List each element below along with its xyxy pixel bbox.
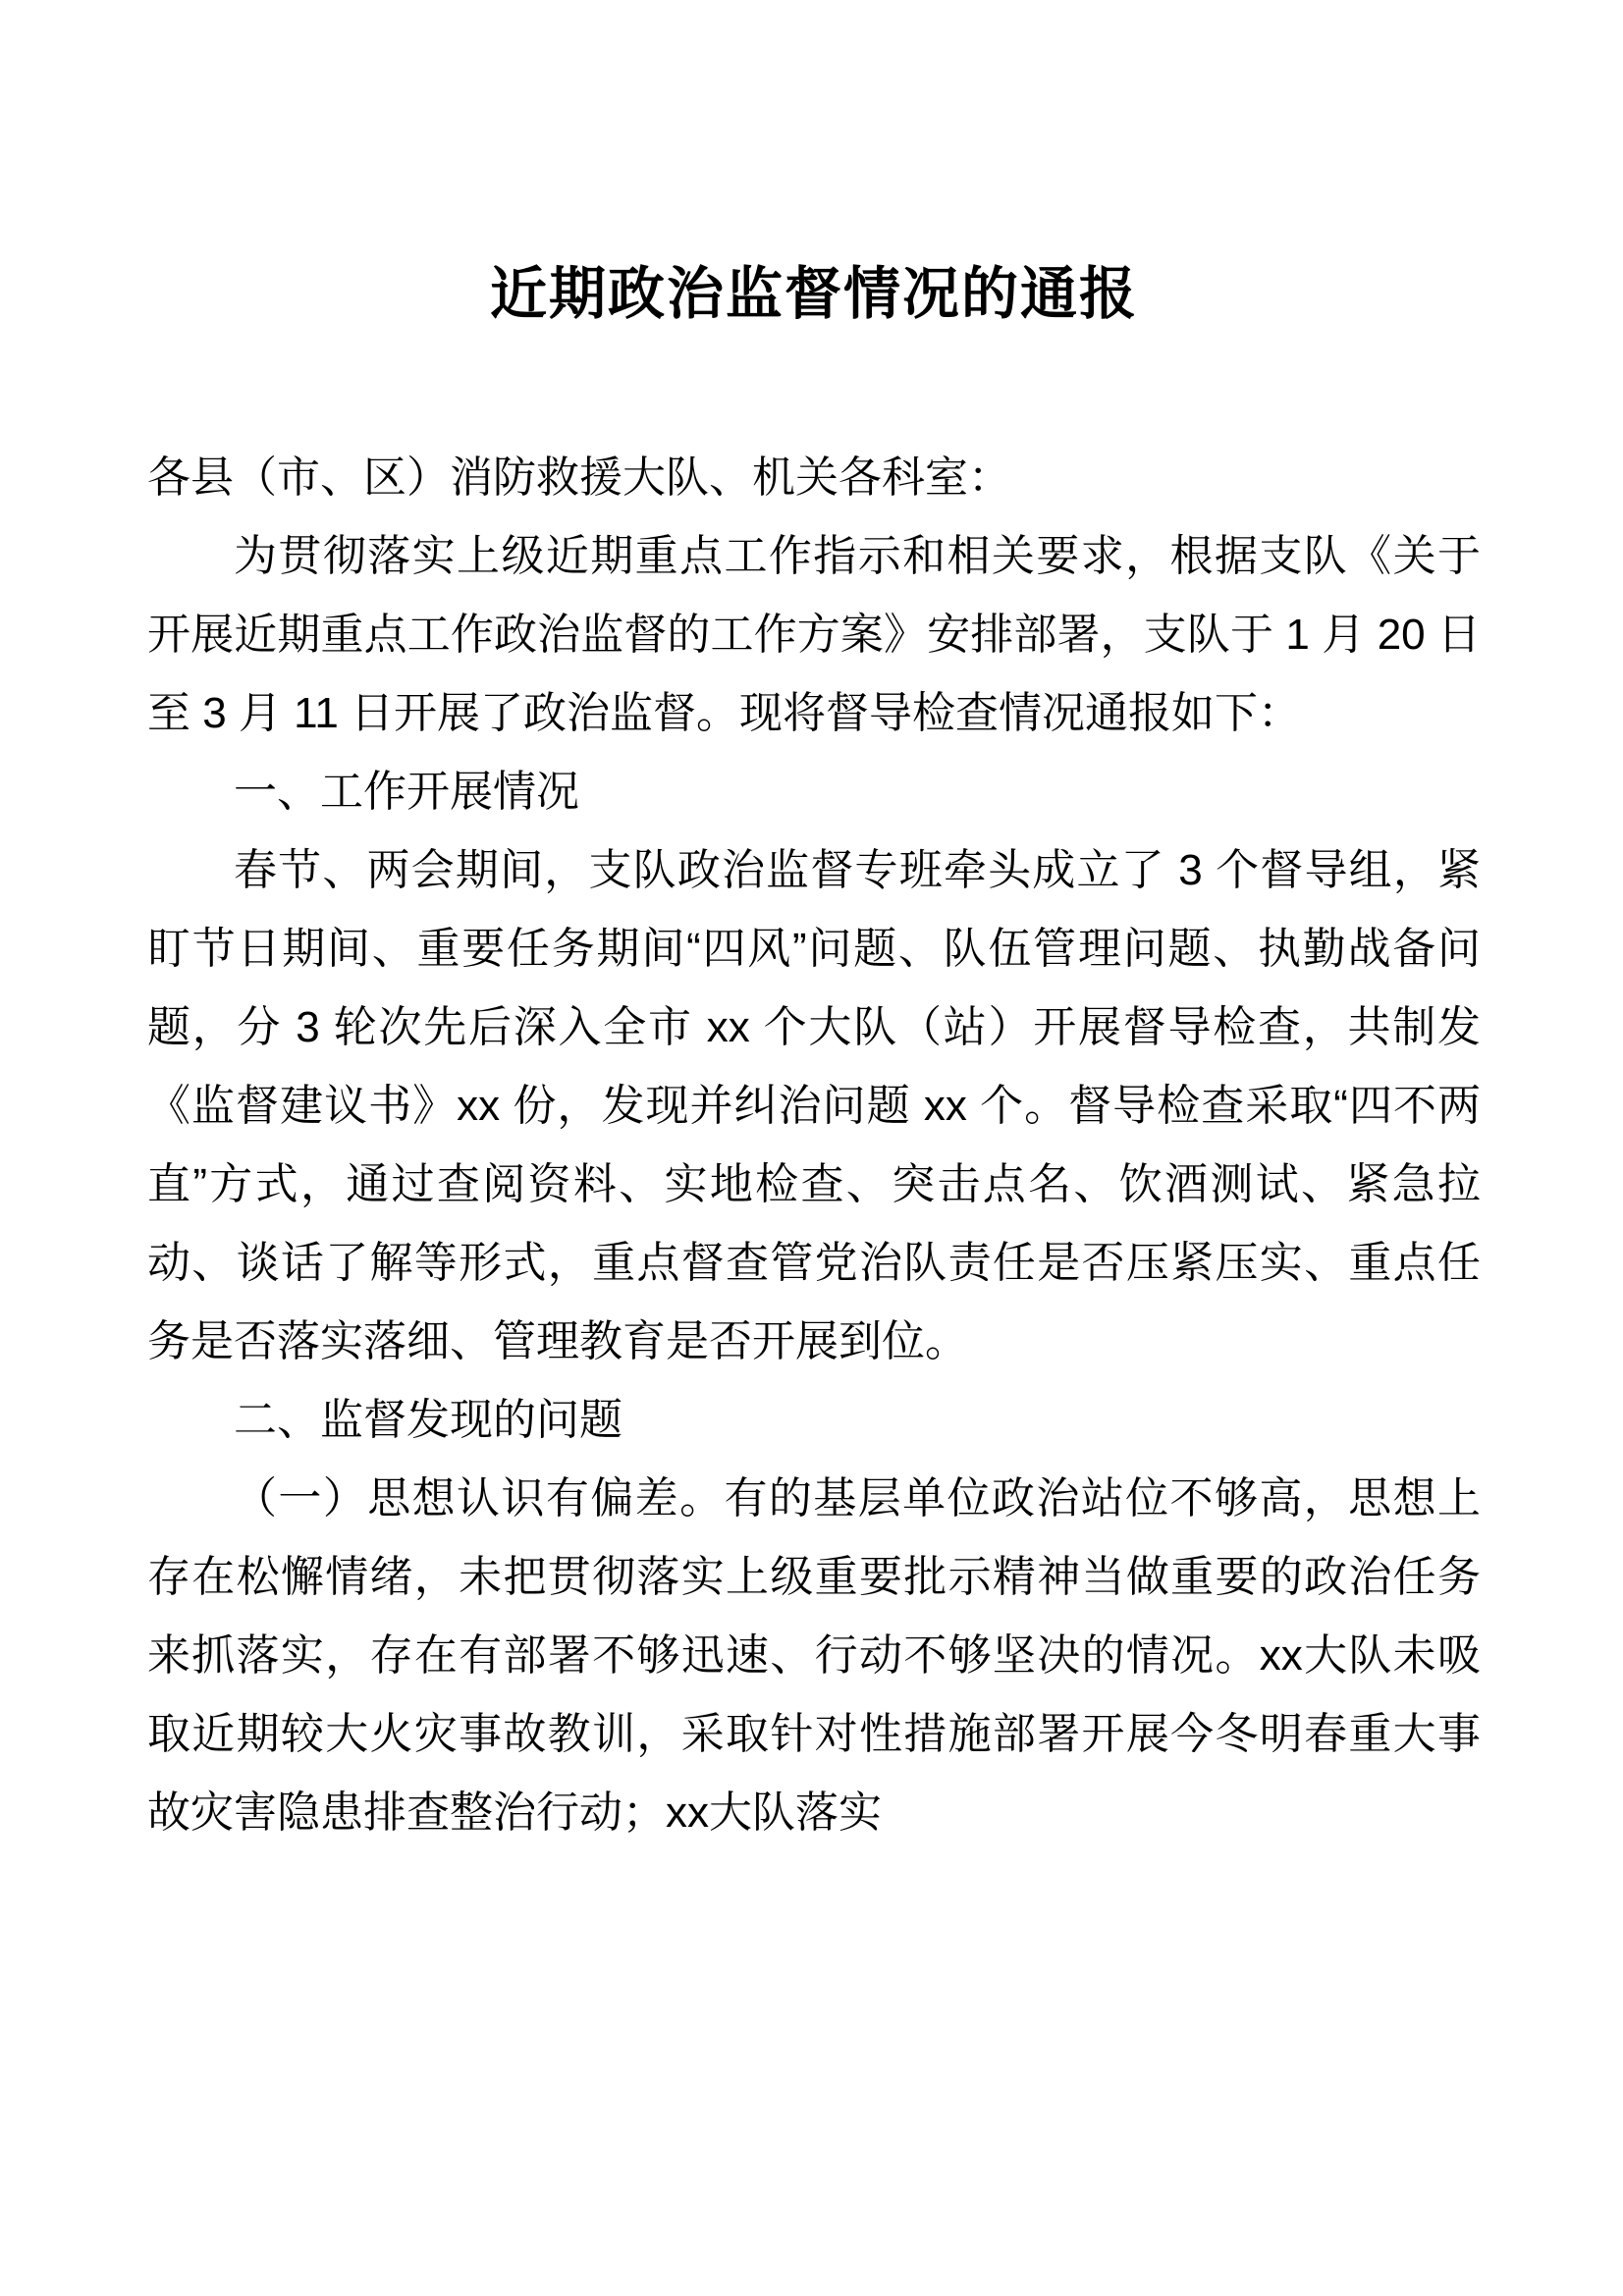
salutation-line: 各县（市、区）消防救援大队、机关各科室： <box>147 453 1011 502</box>
document-body <box>147 439 1481 1852</box>
paragraph-work-overview: 春节、两会期间，支队政治监督专班牵头成立了 3 个督导组，紧盯节日期间、重要任务期间“四风”问题、队伍管理问题、执勤战备问题，分 3 轮次先后深入全市 xx 个大队（站）开展督导检查，共制发《监督建议书》xx 份，发现并纠治问题 xx 个。督导检查采取“四不两直”方式，通过查阅资料、实地检查、突击点名、饮酒测试、紧急拉动、谈话了解等形式，重点督查管党治队责任是否压紧压实、重点任务是否落实落细、管理教育是否开展到位。 <box>147 845 1481 1365</box>
paragraph-intro: 为贯彻落实上级近期重点工作指示和相关要求，根据支队《关于开展近期重点工作政治监督的工作方案》安排部署，支队于 1 月 20 日至 3 月 11 日开展了政治监督。现将督导检查情况通报如下： <box>147 531 1481 737</box>
section-heading-2: 二、监督发现的问题 <box>234 1395 622 1444</box>
paragraph-problem-1: （一）思想认识有偏差。有的基层单位政治站位不够高，思想上存在松懈情绪，未把贯彻落实上级重要批示精神当做重要的政治任务来抓落实，存在有部署不够迅速、行动不够坚决的情况。xx大队未吸取近期较大火灾事故教训，采取针对性措施部署开展今冬明春重大事故灾害隐患排查整治行动；xx大队落实 <box>147 1473 1481 1837</box>
document-title: 近期政治监督情况的通报 <box>489 262 1138 326</box>
section-heading-1: 一、工作开展情况 <box>234 767 579 816</box>
